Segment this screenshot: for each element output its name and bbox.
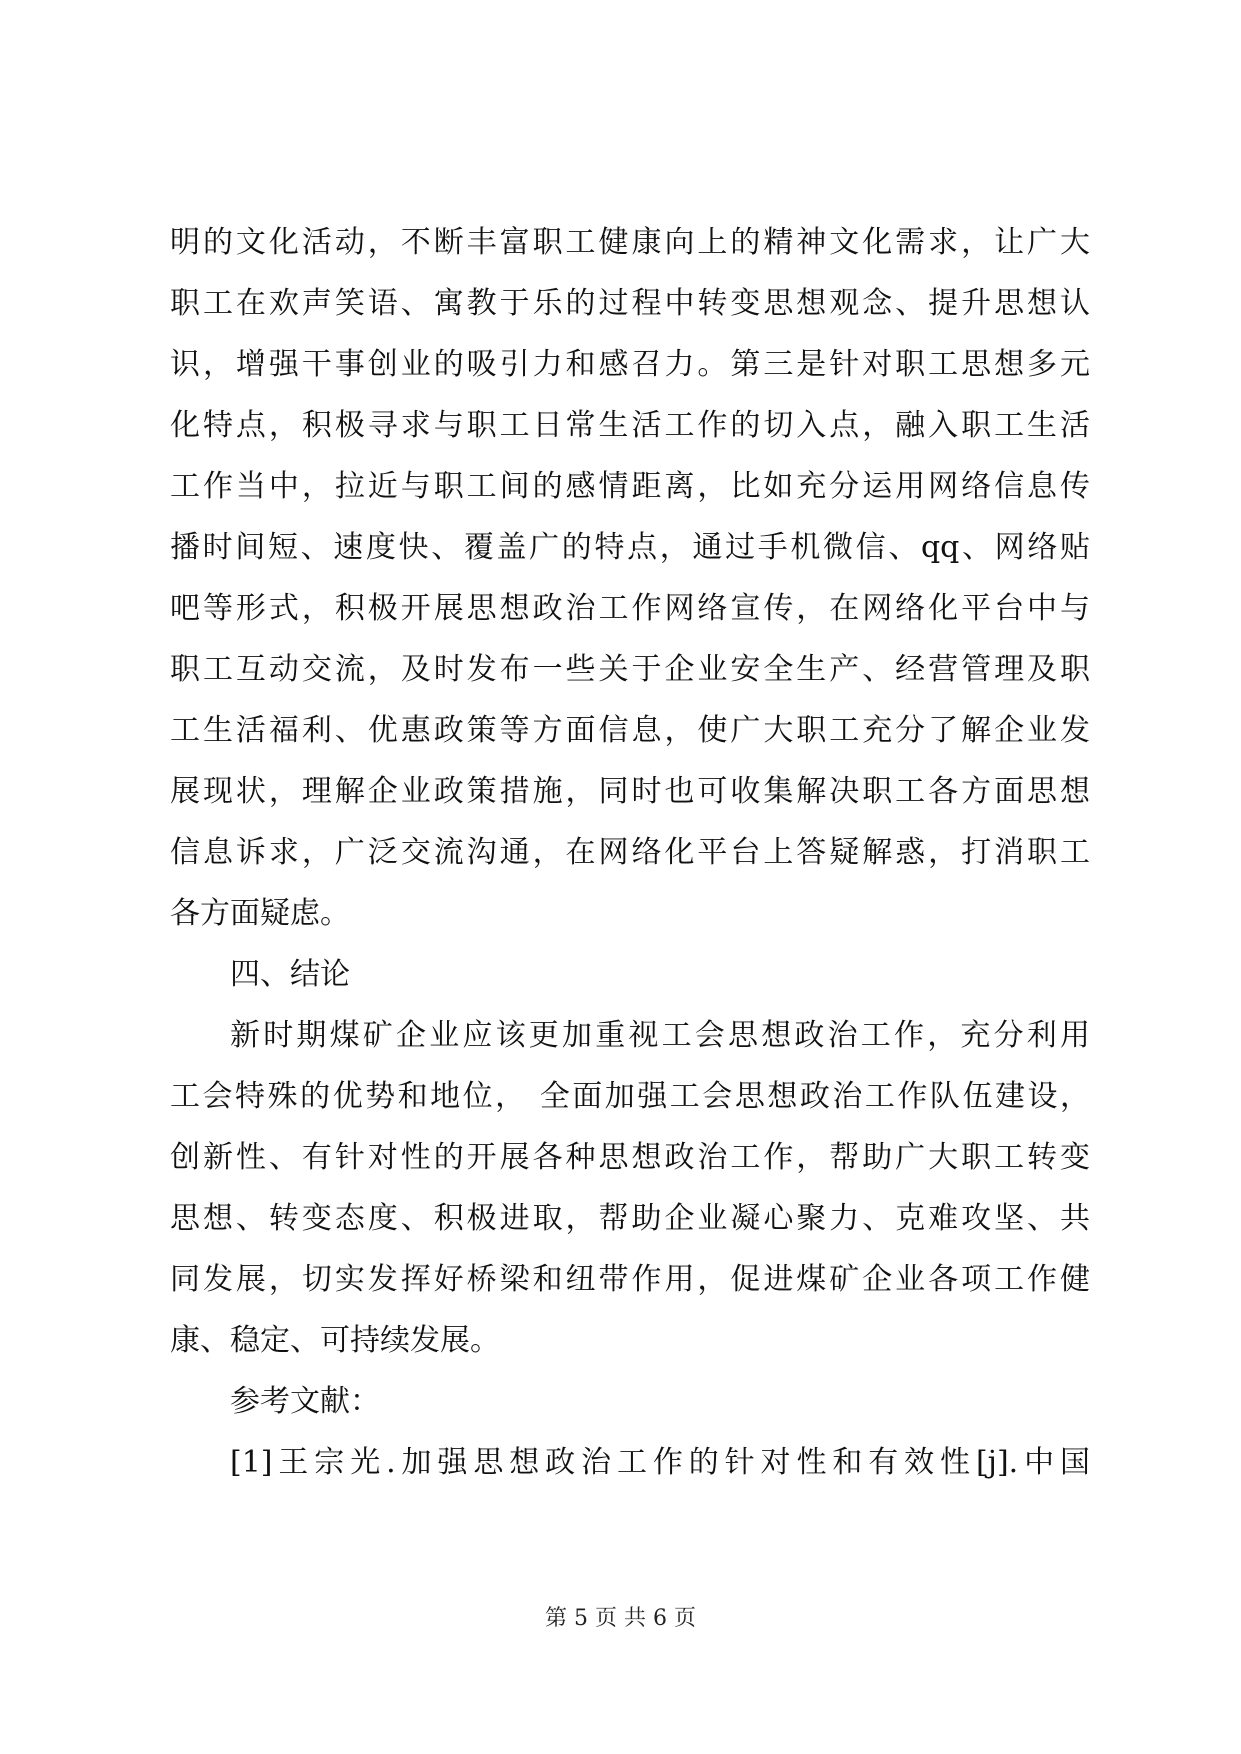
body-text <box>170 225 1090 1509</box>
paragraph-line: 同发展，切实发挥好桥梁和纽带作用，促进煤矿企业各项工作健 <box>170 1262 1090 1297</box>
paragraph-line: 信息诉求，广泛交流沟通，在网络化平台上答疑解惑，打消职工 <box>170 835 1090 870</box>
paragraph-line: 播时间短、速度快、覆盖广的特点，通过手机微信、qq、网络贴 <box>170 530 1090 565</box>
paragraph-line: 明的文化活动，不断丰富职工健康向上的精神文化需求，让广大 <box>170 225 1090 260</box>
paragraph-line: 工生活福利、优惠政策等方面信息，使广大职工充分了解企业发 <box>170 713 1090 748</box>
paragraph-line: 新时期煤矿企业应该更加重视工会思想政治工作，充分利用 <box>230 1018 1090 1053</box>
paragraph-line: 康、稳定、可持续发展。 <box>170 1323 500 1358</box>
references-heading: 参考文献： <box>230 1384 380 1419</box>
paragraph-line: 展现状，理解企业政策措施，同时也可收集解决职工各方面思想 <box>170 774 1090 809</box>
paragraph-line: 职工在欢声笑语、寓教于乐的过程中转变思想观念、提升思想认 <box>170 286 1090 321</box>
paragraph-line: 工会特殊的优势和地位， 全面加强工会思想政治工作队伍建设， <box>170 1079 1090 1114</box>
paragraph-line: 化特点，积极寻求与职工日常生活工作的切入点，融入职工生活 <box>170 408 1090 443</box>
paragraph-line: 思想、转变态度、积极进取，帮助企业凝心聚力、克难攻坚、共 <box>170 1201 1090 1236</box>
paragraph-line: 各方面疑虑。 <box>170 896 350 931</box>
paragraph-line: 工作当中，拉近与职工间的感情距离，比如充分运用网络信息传 <box>170 469 1090 504</box>
reference-line: [1]王宗光.加强思想政治工作的针对性和有效性[j].中国 <box>230 1445 1090 1480</box>
paragraph-line: 吧等形式，积极开展思想政治工作网络宣传，在网络化平台中与 <box>170 591 1090 626</box>
paragraph-line: 创新性、有针对性的开展各种思想政治工作，帮助广大职工转变 <box>170 1140 1090 1175</box>
paragraph-line: 识，增强干事创业的吸引力和感召力。第三是针对职工思想多元 <box>170 347 1090 382</box>
page-footer: 第 5 页 共 6 页 <box>545 1606 696 1631</box>
section-heading: 四、结论 <box>230 957 350 992</box>
paragraph-line: 职工互动交流，及时发布一些关于企业安全生产、经营管理及职 <box>170 652 1090 687</box>
